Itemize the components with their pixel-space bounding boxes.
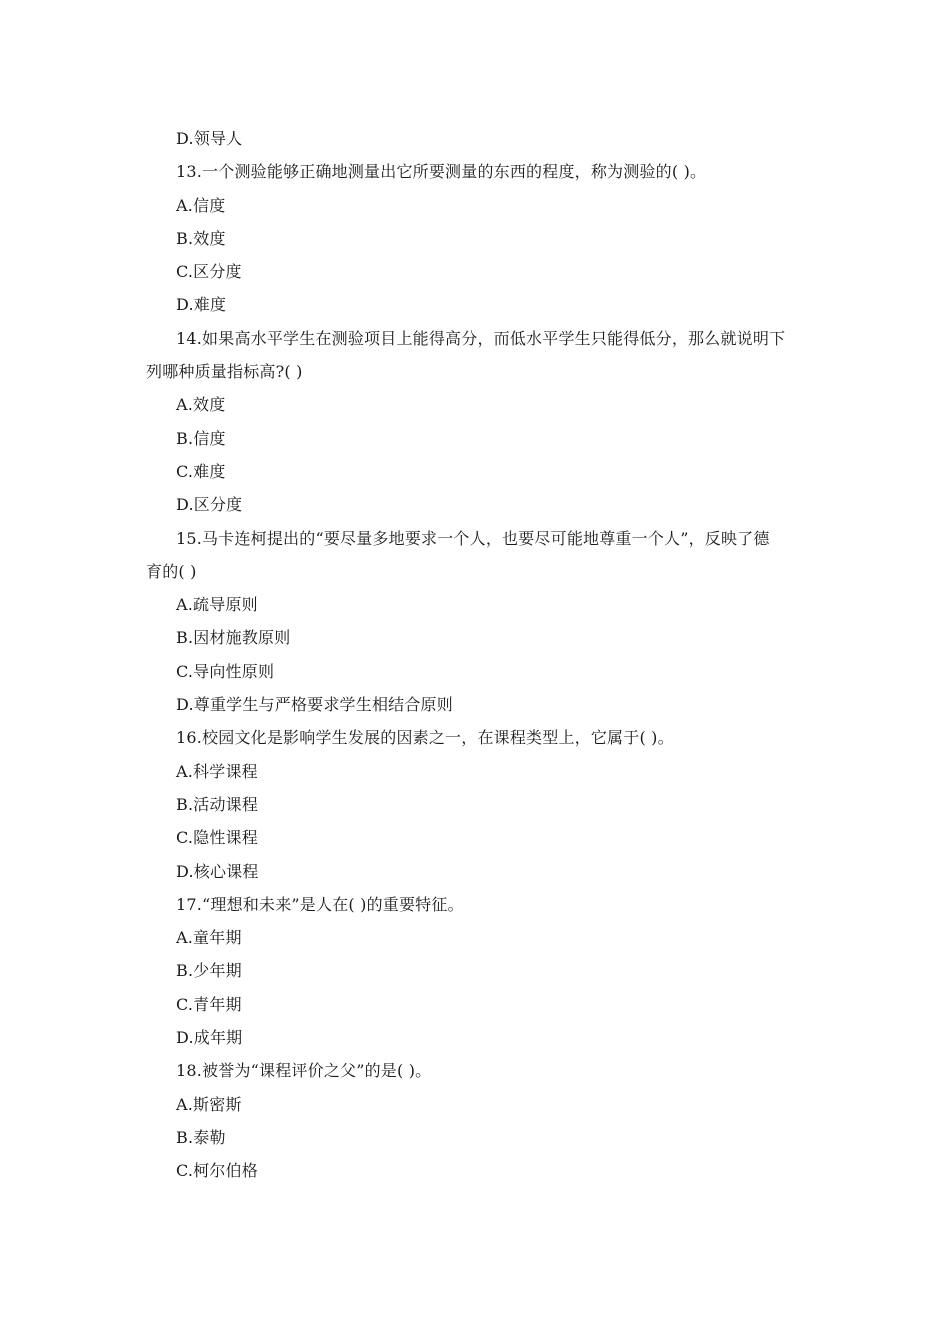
option-line: B.泰勒 <box>176 1127 226 1147</box>
option-line: C.隐性课程 <box>176 828 258 848</box>
option-line: D.领导人 <box>176 129 243 148</box>
question-line-14: 14.如果高水平学生在测验项目上能得高分，而低水平学生只能得低分，那么就说明下 <box>176 328 786 348</box>
option-line: C.青年期 <box>176 994 242 1014</box>
option-line: C.导向性原则 <box>176 661 275 681</box>
option-line: D.难度 <box>176 295 227 315</box>
question-line-15: 15.马卡连柯提出的“要尽量多地要求一个人，也要尽可能地尊重一个人”，反映了德 <box>176 528 770 548</box>
question-line-15-continued: 育的( ) <box>146 561 197 581</box>
option-line: C.柯尔伯格 <box>176 1161 258 1181</box>
option-line: A.斯密斯 <box>176 1094 242 1114</box>
option-line: C.难度 <box>176 461 226 481</box>
question-text-block <box>146 122 810 1188</box>
option-line: D.区分度 <box>176 495 243 515</box>
question-line-13: 13.一个测验能够正确地测量出它所要测量的东西的程度，称为测验的( )。 <box>176 162 707 182</box>
option-line: B.活动课程 <box>176 794 259 814</box>
option-line: A.疏导原则 <box>176 595 258 615</box>
question-line-18: 18.被誉为“课程评价之父”的是( )。 <box>176 1061 432 1081</box>
option-line: D.尊重学生与严格要求学生相结合原则 <box>176 695 453 715</box>
question-line-14-continued: 列哪种质量指标高?( ) <box>146 362 303 382</box>
option-line: B.少年期 <box>176 961 242 981</box>
option-line: B.因材施教原则 <box>176 628 291 648</box>
option-line: B.信度 <box>176 428 226 448</box>
option-line: A.科学课程 <box>176 761 258 781</box>
question-line-16: 16.校园文化是影响学生发展的因素之一，在课程类型上，它属于( )。 <box>176 728 674 748</box>
option-line: B.效度 <box>176 228 226 248</box>
option-line: D.核心课程 <box>176 861 259 881</box>
option-line: A.效度 <box>176 395 226 415</box>
option-line: A.信度 <box>176 195 226 215</box>
question-line-17: 17.“理想和未来”是人在( )的重要特征。 <box>176 894 464 914</box>
option-line: C.区分度 <box>176 262 242 282</box>
option-line: D.成年期 <box>176 1028 243 1048</box>
option-line: A.童年期 <box>176 928 242 948</box>
